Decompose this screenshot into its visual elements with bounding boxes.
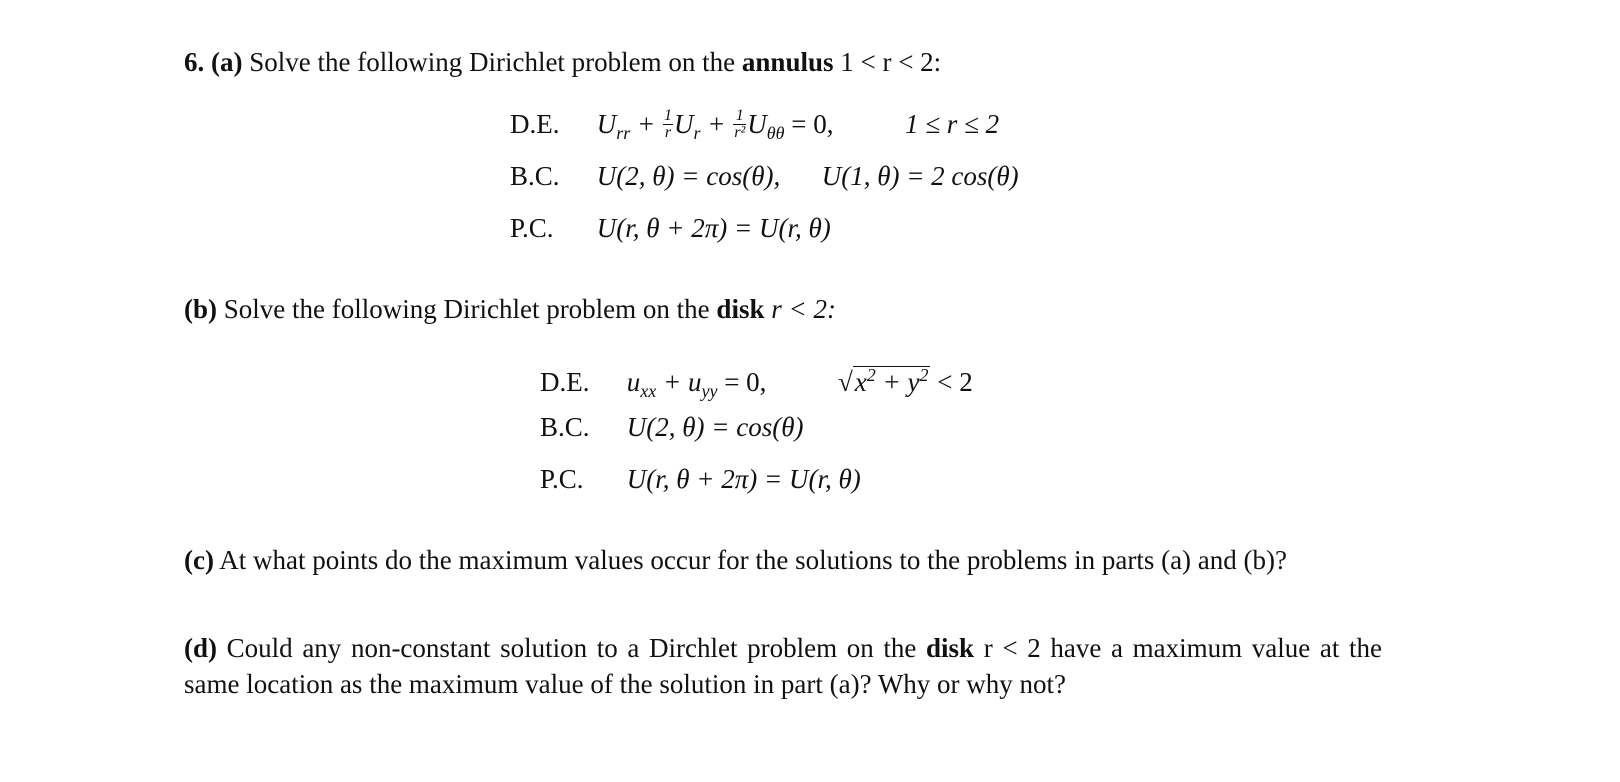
part-d-text-pre: Could any non-constant solution to a Dirchlet problem on the xyxy=(226,633,917,663)
part-a-bc-tag: B.C. xyxy=(510,161,560,191)
part-b-pc-expr: U(r, θ + 2π) = U(r, θ) xyxy=(626,464,861,494)
part-d-text-post: r < 2 have a maximum value at the same location as the maximum value of the solution in part (a)? Why or why not? xyxy=(184,633,1383,699)
part-b-text: Solve the following Dirichlet problem on the xyxy=(223,294,710,324)
part-b-condition: r < 2: xyxy=(771,294,836,324)
part-b-label: (b) xyxy=(184,294,217,324)
part-b-bc-row xyxy=(540,409,803,445)
problem-number: 6. xyxy=(184,47,205,77)
part-b-pc-tag: P.C. xyxy=(540,464,584,494)
part-c-label: (c) xyxy=(184,545,214,575)
part-a-bc-expr-2: U(1, θ) = 2 cos(θ) xyxy=(821,161,1019,191)
part-a-de-expr: $U_{rr}$ + $\frac{1}{r}$ $U_r$ + $\frac{1}{\text{r²}}$ $U_{\theta\theta} = 0$, xyxy=(596,107,834,143)
part-b-de-domain: $√x^2 + y^2$ xyxy=(837,365,929,397)
part-a-bc-row xyxy=(510,158,1019,194)
part-a-bold-word: annulus xyxy=(741,47,834,77)
part-b-de-row: D.E. $u_{xx} + u_{yy} = 0$, $√x^2 + y^2 < 2$ xyxy=(540,357,973,409)
part-a-pc-row xyxy=(510,210,831,246)
part-d-bold-word: disk xyxy=(926,633,975,663)
part-a-pc-tag: P.C. xyxy=(510,213,554,243)
part-a-pc-expr: U(r, θ + 2π) = U(r, θ) xyxy=(596,213,831,243)
part-a-heading xyxy=(184,44,941,80)
part-b-de-tag: D.E. xyxy=(540,367,590,397)
part-b-pc-row xyxy=(540,461,861,497)
part-c-text: At what points do the maximum values occur for the solutions to the problems in parts (a) and (b)? xyxy=(219,545,1287,575)
part-d-paragraph xyxy=(184,630,1382,702)
part-a-de-tag: D.E. xyxy=(510,109,560,139)
part-a-condition: 1 < r < 2: xyxy=(840,47,942,77)
part-a-de-row xyxy=(510,106,999,151)
part-a-de-domain: 1 ≤ r ≤ 2 xyxy=(904,109,1000,139)
part-a-text: Solve the following Dirichlet problem on the xyxy=(249,47,736,77)
part-b-de-expr: $u_{xx} + u_{yy} = 0$, xyxy=(626,367,767,401)
part-d-label: (d) xyxy=(184,633,217,663)
part-b-bold-word: disk xyxy=(716,294,765,324)
part-b-bc-tag: B.C. xyxy=(540,412,590,442)
part-a-label: (a) xyxy=(211,47,243,77)
part-b-bc-expr: U(2, θ) = cos(θ) xyxy=(626,412,804,442)
part-c-paragraph xyxy=(184,542,1382,578)
part-a-bc-expr-1: U(2, θ) = cos(θ), xyxy=(596,161,781,191)
part-b-heading xyxy=(184,291,836,327)
